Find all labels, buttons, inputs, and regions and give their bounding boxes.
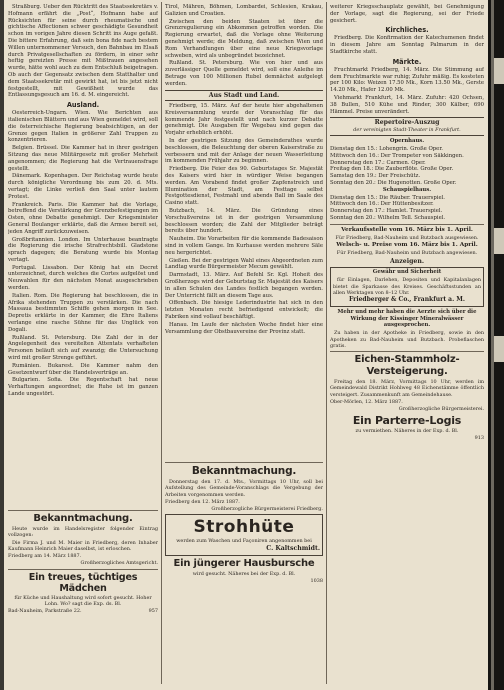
article-cattle-market: Viehmarkt Frankfurt, 14. März. Zufuhr: 420 Ochsen, 38 Bullen, 510 Kühe und Rinder, 300 Kälber, 690 Hämmel. Preise unverändert. xyxy=(330,94,484,115)
article-italy: Italien. Rom. Die Regierung hat beschlossen, die in Afrika stehenden Truppen zu verstärken. Die nach Massaua bestimmten Schiffe gehen morgen in See. Depretis erklärte in der Kammer, die Ehre Italiens verlange eine rasche Sühne für das Unglück von Dogali. xyxy=(8,292,158,333)
ad-notice-court: Großherzogliches Amtsgericht. xyxy=(80,560,158,567)
ad-notice-text-2: Die Firma J. und M. Maier in Friedberg, deren Inhaber Kaufmann Heinrich Maier daselbst, ist erloschen. xyxy=(8,539,158,552)
sale-2-text: Für Friedberg, Bad-Nauheim und Butzbach angewiesen. xyxy=(336,249,478,256)
ad-bank-firm: Friedberger & Co., Frankfurt a. M. xyxy=(349,296,465,304)
article-austria: Oesterreich-Ungarn. Wien. Wie Berichten aus italienischen Blättern und aus Wien gemeldet wird, soll die österreichische Regierung beabsichtigen, an der Grenze gegen Italien in größerer Zahl Truppen zu konzentrieren. xyxy=(8,110,158,144)
article-nauheim: Nauheim. Die Vorarbeiten für die kommende Badesaison sind in vollem Gange. Im Kurhause werden mehrere Säle neu hergerichtet. xyxy=(165,236,323,256)
column-rule xyxy=(326,2,327,684)
opera-program-item: Donnerstag den 17.: Carmen. Oper. xyxy=(330,159,426,166)
ad-maid-address-text: Bad-Nauheim, Parkstraße 22. xyxy=(8,608,82,615)
article-darmstadt: Darmstadt, 13. März. Auf Befehl Sr. Kgl. Hoheit des Großherzogs wird der Geburtstag Sr. Majestät des Kaisers in allen Schulen des Landes festlich begangen werden. Der Unterricht fällt an diesem Tage aus. xyxy=(165,272,323,299)
book-binding xyxy=(488,0,504,690)
article-grain-market: Fruchtmarkt Friedberg, 14. März. Die Stimmung auf dem Fruchtmarkte war ruhig; Zufuhr mäßig. Es kosteten per 100 Kilo: Weizen 17.50 Mk., Korn 13.50 Mk., Gerste 14.20 Mk., Hafer 12.00 Mk. xyxy=(330,66,484,94)
ad-bank-title: Gewähr und Sicherheit xyxy=(372,269,442,276)
article-denmark: Dänemark. Kopenhagen. Der Reichstag wurde heute durch königliche Verordnung bis zum 20. d. Mts. vertagt; die Linke verließ den Saal unter lautem Protest. xyxy=(8,173,158,200)
ad-bank xyxy=(330,267,484,306)
ad-notice-2-text: Donnerstag den 17. d. Mts., Vormittags 10 Uhr, soll bei Aufstellung des Gemeinde-Voranschlags die Vergebung der Arbeiten vorgenommen werden. xyxy=(165,479,323,498)
column-3 xyxy=(330,4,484,688)
ad-mineral-text: Zu haben in der Apotheke in Friedberg, sowie in den Apotheken zu Bad-Nauheim und Butzbach. Probeflaschen gratis. xyxy=(330,330,484,349)
ad-apartment-title: Ein Parterre-Logis xyxy=(352,413,462,427)
article-continued-3: weiterer Kriegsschauplatz gewählt, bei Genehmigung der Vorlage, sagt die Regierung, sei der Friede gesichert. xyxy=(330,4,484,24)
article-portugal: Portugal. Lissabon. Der König hat ein Decret unterzeichnet, durch welches die Cortes aufgelöst und Neuwahlen für den nächsten Monat ausgeschrieben werden. xyxy=(8,264,158,292)
article-hanau: Hanau. Im Laufe der nächsten Woche findet hier eine Versammlung der Obstbauvereine der Provinz statt. xyxy=(165,321,323,335)
heading-local-news: Aus Stadt und Land. xyxy=(165,90,323,102)
heading-church: Kirchliches. xyxy=(385,26,429,35)
ad-bank-text: für Einlagen, Darlehen, Depositen und Kapitalanlagen bietet die Sparkasse des Kreises. Geschäftsstunden an allen Werktagen von 8–12 Uhr. xyxy=(333,277,481,296)
binding-mark xyxy=(494,228,504,254)
heading-ads: Anzeigen. xyxy=(389,257,425,265)
opera-program-item: Samstag den 19.: Der Freischütz. xyxy=(330,173,421,180)
article-friedberg-1: Friedberg, 15. März. Auf der heute hier abgehaltenen Kreisversammlung wurde der Voranschlag für das kommende Jahr festgestellt und nach kurzer Debatte genehmigt. Die Ausgaben für Wegebau sind gegen das Vorjahr erheblich erhöht. xyxy=(165,103,323,137)
article-belgium: Belgien. Brüssel. Die Kammer hat in ihrer gestrigen Sitzung das neue Militärgesetz mit großer Mehrheit angenommen; die Regierung hat die Vertrauensfrage gestellt. xyxy=(8,145,158,172)
ad-straw-hats-text: werden zum Waschen und Façoniren angenommen bei xyxy=(176,538,312,545)
ad-servant-number: 1038 xyxy=(310,577,323,584)
ad-oak-auction-title: Eichen-Stammholz-Versteigerung. xyxy=(354,354,460,378)
article-butzbach: Butzbach, 14. März. Die Gründung eines Vorschußvereins ist in der gestrigen Versammlung beschlossen worden; die Zahl der Mitglieder beträgt bereits über hundert. xyxy=(165,208,323,235)
article-friedberg-2: In der gestrigen Sitzung des Gemeinderathes wurde beschlossen, die Beleuchtung der oberen Kaiserstraße zu verbessern und mit der Anlage der neuen Wasserleitung im kommenden Frühjahr zu beginnen. xyxy=(165,138,323,165)
divider xyxy=(330,224,484,225)
heading-markets: Märkte. xyxy=(392,57,422,66)
ad-mineral-title: Mehr und mehr haben die Aerzte sich über die Wirkung der Kissinger Mineralwässer ausgesprochen. xyxy=(337,308,477,329)
ad-notice-2-office: Großherzogliche Bürgermeisterei Friedberg. xyxy=(211,506,323,513)
ad-apartment-text: zu vermiethen. Näheres in der Exp. d. Bl. xyxy=(355,427,459,434)
sale-text: Für Friedberg, Bad-Nauheim und Butzbach ausgewiesen. xyxy=(335,234,479,241)
play-program-item: Sonntag den 20.: Wilhelm Tell. Schauspiel. xyxy=(330,214,446,221)
opera-program-item: Mittwoch den 16.: Der Trompeter von Säkkingen. xyxy=(330,152,464,159)
ad-maid-number: 957 xyxy=(148,608,158,615)
binding-mark xyxy=(494,336,504,362)
opera-program-item: Sonntag den 20.: Die Hugenotten. Große Oper. xyxy=(330,179,457,186)
ad-servant-title: Ein jüngerer Hausbursche xyxy=(173,557,315,569)
article-bulgaria: Bulgarien. Sofia. Die Regentschaft hat neue Verhaftungen angeordnet; die Ruhe ist im ganzen Lande ungestört. xyxy=(8,377,158,398)
ad-oak-auction-place: Ober-Mörlen, 12. März 1887. xyxy=(330,399,403,406)
opera-program-item: Dienstag den 15.: Lohengrin. Große Oper. xyxy=(330,145,443,152)
theatre-repertoire xyxy=(330,117,484,136)
sale-2-title: Welsch- u. Preise vom 16. März bis 1. April. xyxy=(336,241,478,248)
opera-program-item: Freitag den 18.: Die Zauberflöte. Große Oper. xyxy=(330,166,454,173)
theatre-heading: Repertoire-Auszug xyxy=(374,119,440,127)
article-russia: Rußland. St. Petersburg. Die Zahl der in der Angelegenheit des vereitelten Attentats verhafteten Personen beläuft sich auf zwanzig; die Untersuchung wird mit großer Strenge geführt. xyxy=(8,334,158,362)
ad-notice-title: Bekanntmachung. xyxy=(33,513,133,524)
divider xyxy=(8,510,158,511)
column-rule xyxy=(161,2,162,684)
ad-oak-auction-text: Freitag den 18. März, Vormittags 10 Uhr, werden im Gemeindewald Distrikt Hohlweg 48 Eichenstämme öffentlich versteigert. Zusammenkunft am Gemeindehause. xyxy=(330,379,484,398)
article-giessen: Gießen. Bei der gestrigen Wahl eines Abgeordneten zum Landtag wurde Bürgermeister Mecum gewählt. xyxy=(165,257,323,271)
article-friedberg-3: Friedberg. Die Feier des 90. Geburtstages Sr. Majestät des Kaisers wird hier in würdiger Weise begangen werden. Am Vorabend findet großer Zapfenstreich und Illumination der Stadt, am Festtage selbst Festgottesdienst, Festmahl und abends Ball im Saale des Casino statt. xyxy=(165,166,323,207)
column-1-ads xyxy=(8,512,158,688)
theatre-subheading: der vereinigten Stadt-Theater in Frankfurt. xyxy=(353,126,461,133)
ad-straw-hats-title: Strohhüte xyxy=(193,517,295,538)
ad-straw-hats xyxy=(165,514,323,555)
ad-maid-address xyxy=(8,608,158,614)
ad-servant-text: wird gesucht. Näheres bei der Exp. d. Bl. xyxy=(192,570,296,577)
ad-notice-2-title: Bekanntmachung. xyxy=(191,465,297,477)
ad-notice-place: Friedberg am 14. März 1887. xyxy=(8,553,82,560)
ad-straw-hats-merchant: C. Kaltschmidt. xyxy=(266,544,320,552)
article-confirmation: Friedberg. Die Konfirmation der Katechumenen findet in diesem Jahre am Sonntag Palmarum in der Stadtkirche statt. xyxy=(330,35,484,55)
ad-apartment-number: 913 xyxy=(474,434,484,441)
article-strassburg: Straßburg. Ueber den Rücktritt des Staatssekretärs v. Hofmann erfährt die „Post“, Hofmann habe auf Rücksichten für seine durch rheumatische und gichtische Affectionen schwer geschädigte Gesundheit schon im vorigen Jahre diesen Schritt ins Auge gefaßt. Die bittere Erfahrung, daß sein bona fide nach bestem Willen unternommener Versuch, den Bahnbau im Elsaß durch Privatgesellschaften zu fördern, in einer sehr heftig gereizten Presse mit Mißtrauen angesehen wurde, hätte wohl auch zu dem Entschluß beigetragen. Ob auch der Gegensatz zwischen dem Statthalter und dem Staatssekretär mit gewirkt hat, ist bis jetzt nicht festgestellt, mit Gewißheit wurde das Entlassungsgesuch am 16. d. M. eingereicht. xyxy=(8,4,158,99)
opera-house-heading: Opernhaus. xyxy=(389,138,425,145)
ad-notice-text: Heute wurde im Handelsregister folgender Eintrag vollzogen: xyxy=(8,526,158,539)
divider xyxy=(330,351,484,352)
play-program-list xyxy=(330,195,484,222)
ad-maid-text: für Küche und Haushaltung wird sofort gesucht. Hoher Lohn. Wo? sagt die Exp. ds. Bl. xyxy=(14,594,152,608)
heading-ausland: Ausland. xyxy=(66,101,100,110)
column-2-ads xyxy=(165,464,323,688)
ad-oak-auction-office: Großherzogliche Bürgermeisterei. xyxy=(398,406,484,413)
binding-mark xyxy=(494,58,504,84)
newspaper-page xyxy=(4,0,488,690)
play-program-item: Donnerstag den 17.: Hamlet. Trauerspiel. xyxy=(330,208,443,215)
divider xyxy=(8,569,158,570)
article-britain: Großbritannien. London. Im Unterhause beantragte die Regierung die irische Strafrechtsbill. Gladstone sprach dagegen; die Beratung wurde bis Montag vertagt. xyxy=(8,236,158,263)
article-romania: Rumänien. Bukarest. Die Kammer nahm den Gesetzentwurf über die Handelsverträge an. xyxy=(8,362,158,376)
article-france: Frankreich. Paris. Die Kammer hat die Vorlage, betreffend die Verstärkung der Grenzbefestigungen im Osten, ohne Debatte genehmigt. Der Kriegsminister General Boulanger erklärte, daß die Armee bereit sei, jeden Angriff zurückzuweisen. xyxy=(8,201,158,235)
article-russia-loan: Rußland. St. Petersburg. Wie von hier und aus zuverlässiger Quelle gemeldet wird, soll eine Anleihe im Betrage von 100 Millionen Rubel demnächst aufgelegt werden. xyxy=(165,60,323,87)
sale-title: Verkaufsstelle vom 16. März bis 1. April. xyxy=(341,226,473,233)
play-program-item: Dienstag den 15.: Die Räuber. Trauerspiel. xyxy=(330,194,445,201)
play-program-item: Mittwoch den 16.: Der Hüttenbesitzer. xyxy=(330,201,434,208)
ad-notice-2-place: Friedberg den 12. März 1887. xyxy=(165,498,240,505)
article-continued: Tirol, Mähren, Böhmen, Lombardei, Schlesien, Krakau, Galizien und Croatien. xyxy=(165,4,323,17)
play-house-heading: Schauspielhaus. xyxy=(382,186,432,193)
divider xyxy=(165,462,323,463)
opera-program-list xyxy=(330,146,484,187)
article-border: Zwischen den beiden Staaten ist über die Grenzregulierung ein Abkommen getroffen worden. Die Regierung erwartet, daß die Vorlage ohne Weiterung genehmigt werde; die Meldung, daß zwischen Wien und Rom Verhandlungen über eine neue Kriegsvorlage schweben, wird als unbegründet bezeichnet. xyxy=(165,18,323,59)
column-2 xyxy=(165,4,323,460)
article-offenbach: Offenbach. Die hiesige Lederindustrie hat sich in den letzten Monaten recht befriedigend entwickelt; die Fabriken sind vollauf beschäftigt. xyxy=(165,300,323,320)
ad-maid-title: Ein treues, tüchtiges Mädchen xyxy=(28,571,138,594)
